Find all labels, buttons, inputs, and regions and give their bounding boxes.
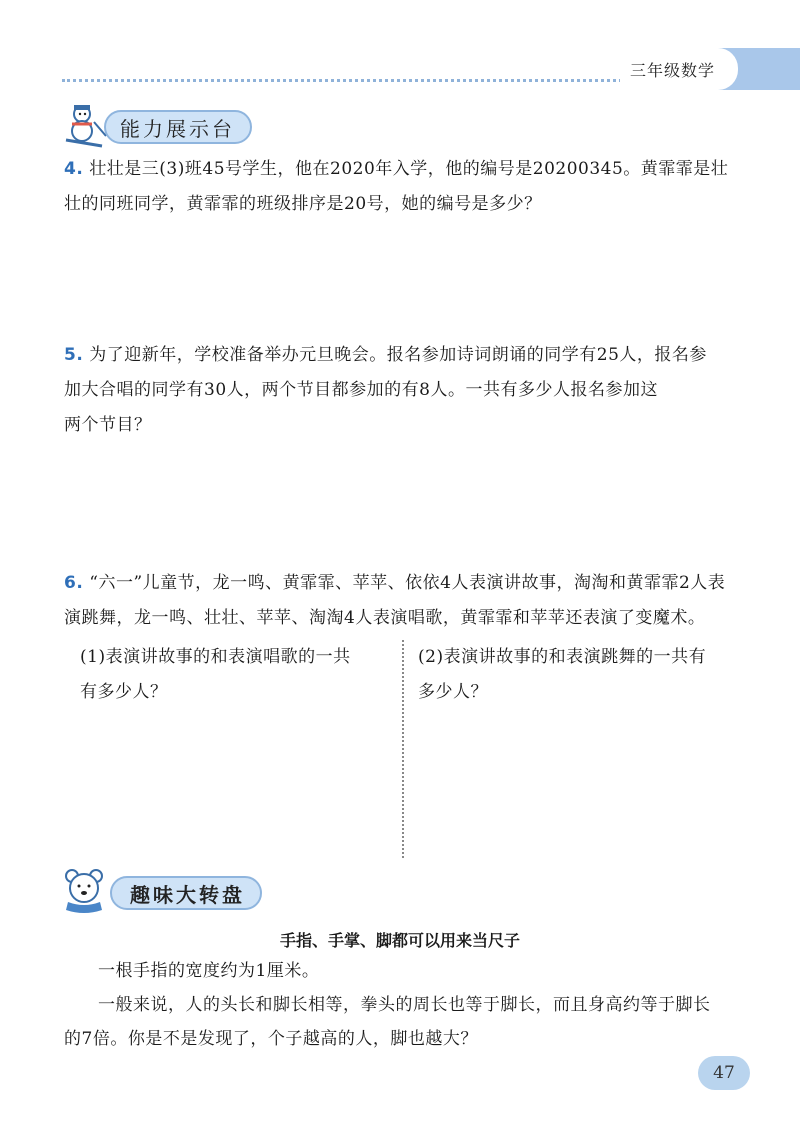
- subject-label: 三年级数学: [630, 61, 716, 80]
- question-line: 加大合唱的同学有30人，两个节目都参加的有8人。一共有多少人报名参加这: [64, 380, 658, 400]
- section-title-ability: 能力展示台: [104, 110, 252, 144]
- column-divider: [402, 640, 404, 858]
- question-number: 5.: [64, 345, 84, 365]
- question-5: [64, 338, 754, 443]
- fun-paragraph-1: 一根手指的宽度约为1厘米。: [98, 961, 320, 981]
- question-line: 壮壮是三(3)班45号学生，他在2020年入学，他的编号是20200345。黄霏霏是壮: [89, 159, 729, 179]
- polar-bear-icon: [56, 862, 114, 920]
- question-line: 两个节目？: [64, 415, 152, 435]
- sub-question-line: 有多少人？: [80, 682, 168, 702]
- question-line: 壮的同班同学，黄霏霏的班级排序是20号，她的编号是多少？: [64, 194, 542, 214]
- header-dotted-rule: [62, 79, 622, 82]
- fun-heading: 手指、手掌、脚都可以用来当尺子: [279, 931, 520, 950]
- sub-question-2: [418, 640, 758, 710]
- sub-question-line: 多少人？: [418, 682, 488, 702]
- fun-paragraph-2-line-1: 一般来说，人的头长和脚长相等，拳头的周长也等于脚长，而且身高约等于脚长: [98, 995, 711, 1015]
- question-line: 演跳舞，龙一鸣、壮壮、苹苹、淘淘4人表演唱歌，黄霏霏和苹苹还表演了变魔术。: [64, 608, 706, 628]
- question-4: [64, 152, 754, 222]
- fun-paragraph-2-line-2: 的7倍。你是不是发现了，个子越高的人，脚也越大？: [64, 1029, 478, 1049]
- sub-question-line: (1)表演讲故事的和表演唱歌的一共: [80, 647, 351, 667]
- question-number: 6.: [64, 573, 84, 593]
- page-number: 47: [698, 1056, 750, 1090]
- question-6: [64, 566, 754, 636]
- question-number: 4.: [64, 159, 84, 179]
- sub-question-line: (2)表演讲故事的和表演跳舞的一共有: [418, 647, 707, 667]
- question-line: 为了迎新年，学校准备举办元旦晚会。报名参加诗词朗诵的同学有25人，报名参: [89, 345, 707, 365]
- sub-question-1: [80, 640, 390, 710]
- question-line: “六一”儿童节，龙一鸣、黄霏霏、苹苹、依依4人表演讲故事，淘淘和黄霏霏2人表: [89, 573, 726, 593]
- section-title-fun: 趣味大转盘: [110, 876, 262, 910]
